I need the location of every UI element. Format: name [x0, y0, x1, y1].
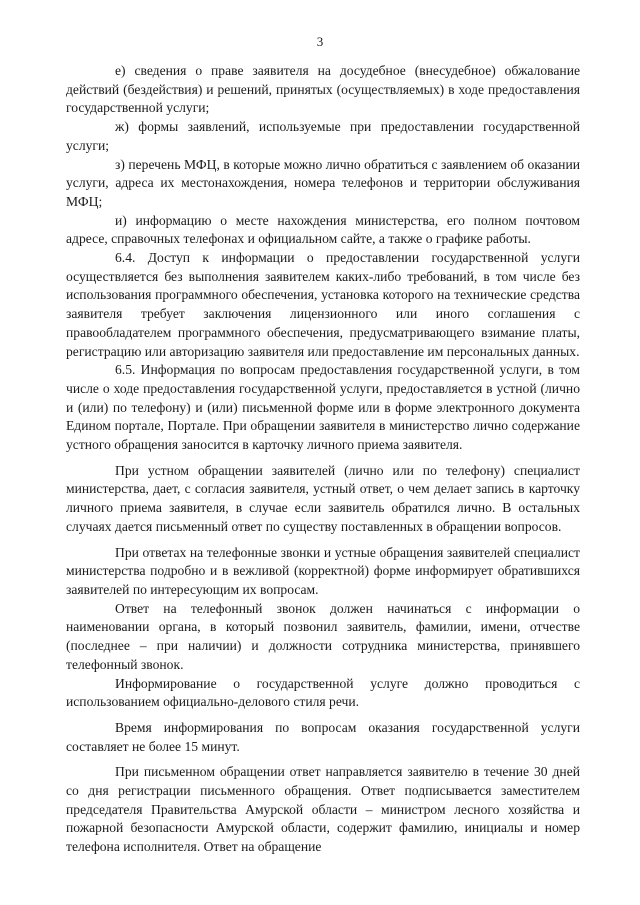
- paragraph-oral-request: При устном обращении заявителей (лично или по телефону) специалист министерства, дает, с согласия заявителя, устный ответ, о чем делает запись в карточку личного приема заявителя, в случае если заявитель обратился лично. В остальных случаях дается письменный ответ по существу поставленных в обращении вопросов.: [66, 462, 580, 534]
- paragraph-item-zh: ж) формы заявлений, используемые при предоставлении государственной услуги;: [66, 119, 580, 153]
- paragraph-item-e: е) сведения о праве заявителя на досудебное (внесудебное) обжалование действий (бездействия) и решений, принятых (осуществляемых) в ходе предоставления государственной услуги;: [66, 63, 580, 116]
- paragraph-item-z: з) перечень МФЦ, в которые можно лично обратиться с заявлением об оказании услуги, адреса их местонахождения, номера телефонов и территории обслуживания МФЦ;: [66, 156, 580, 209]
- paragraph-6-5: 6.5. Информация по вопросам предоставления государственной услуги, в том числе о ходе предоставления государственной услуги, предоставляется в устной (лично и (или) по телефону) и (или) письменной форме или в форме электронного документа Едином портале, Портале. При обращении заявителя в министерство лично содержание устного обращения заносится в карточку личного приема заявителя.: [66, 362, 580, 453]
- paragraph-business-style: Информирование о государственной услуге должно проводиться с использованием официально-делового стиля речи.: [66, 675, 580, 710]
- paragraph-phone-answers: При ответах на телефонные звонки и устные обращения заявителей специалист министерства подробно и в вежливой (корректной) форме информирует обратившихся заявителей по интересующим их вопросам.: [66, 544, 580, 597]
- paragraph-phone-call-start: Ответ на телефонный звонок должен начинаться с информации о наименовании органа, в который позвонил заявитель, фамилии, имени, отчестве (последнее – при наличии) и должности сотрудника министерства, принявшего телефонный звонок.: [66, 600, 580, 672]
- document-body: [66, 62, 580, 857]
- paragraph-6-4: 6.4. Доступ к информации о предоставлении государственной услуги осуществляется без выполнения заявителем каких-либо требований, в том числе без использования программного обеспечения, установка которого на технические средства заявителя требует заключения лицензионного или иного соглашения с правообладателем программного обеспечения, предусматривающего взимание платы, регистрацию или авторизацию заявителя или предоставление им персональных данных.: [66, 250, 580, 359]
- paragraph-item-i: и) информацию о месте нахождения министерства, его полном почтовом адресе, справочных телефонах и официальном сайте, а также о графике работы.: [66, 212, 580, 247]
- paragraph-written-request: При письменном обращении ответ направляется заявителю в течение 30 дней со дня регистрации письменного обращения. Ответ подписывается заместителем председателя Правительства Амурской области – министром лесного хозяйства и пожарной безопасности Амурской области, содержит фамилию, инициалы и номер телефона исполнителя. Ответ на обращение: [66, 764, 580, 855]
- paragraph-inform-time: Время информирования по вопросам оказания государственной услуги составляет не более 15 минут.: [66, 719, 580, 754]
- page-number: 3: [316, 34, 324, 49]
